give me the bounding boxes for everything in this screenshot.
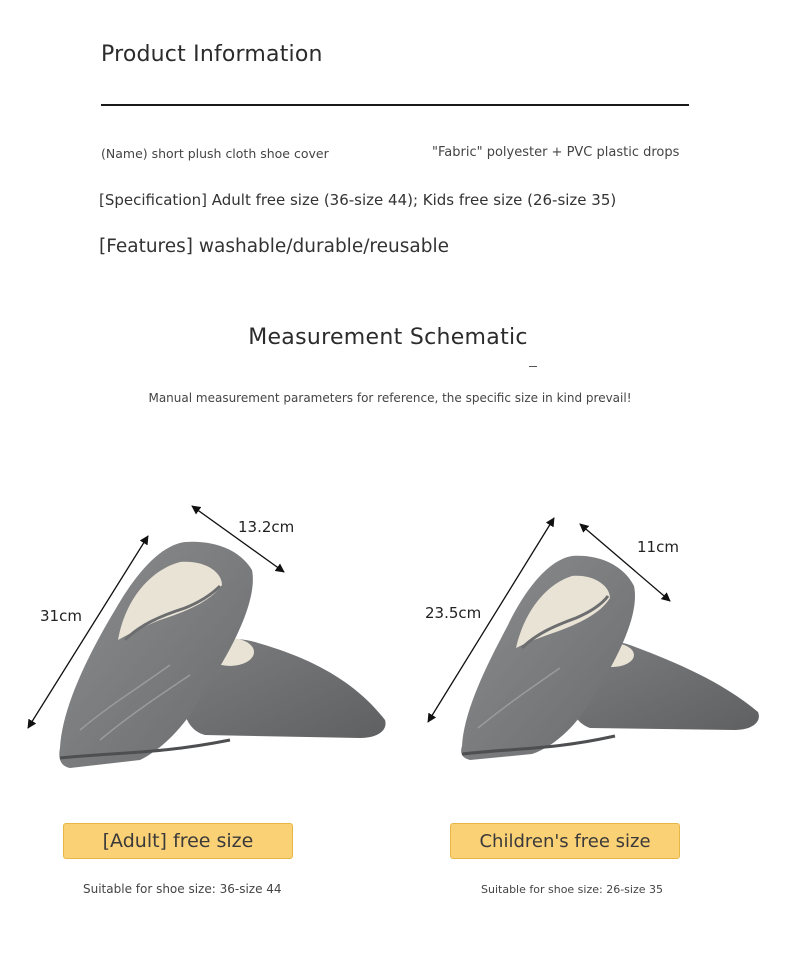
product-specification: [Specification] Adult free size (36-size 44); Kids free size (26-size 35) <box>99 191 617 209</box>
kids-suitable-size: Suitable for shoe size: 26-size 35 <box>481 883 664 896</box>
adult-length-label: 31cm <box>40 607 82 625</box>
kids-length-label: 23.5cm <box>425 604 482 622</box>
kids-width-label: 11cm <box>637 538 679 556</box>
title-tick-mark <box>529 366 537 367</box>
measurement-illustration <box>0 490 790 790</box>
product-name: (Name) short plush cloth shoe cover <box>101 146 329 161</box>
product-fabric: "Fabric" polyester + PVC plastic drops <box>432 145 680 160</box>
product-features: [Features] washable/durable/reusable <box>99 236 449 257</box>
adult-suitable-size: Suitable for shoe size: 36-size 44 <box>83 882 282 896</box>
measurement-note: Manual measurement parameters for reference, the specific size in kind prevail! <box>148 391 632 405</box>
title-divider <box>101 104 689 106</box>
kids-shoe-cover-pair <box>461 556 759 760</box>
measurement-title: Measurement Schematic <box>248 325 528 350</box>
adult-size-button[interactable]: [Adult] free size <box>63 823 293 859</box>
adult-width-label: 13.2cm <box>238 518 295 536</box>
kids-size-button[interactable]: Children's free size <box>450 823 680 859</box>
adult-shoe-cover-pair <box>59 542 385 768</box>
product-info-title: Product Information <box>101 42 323 67</box>
